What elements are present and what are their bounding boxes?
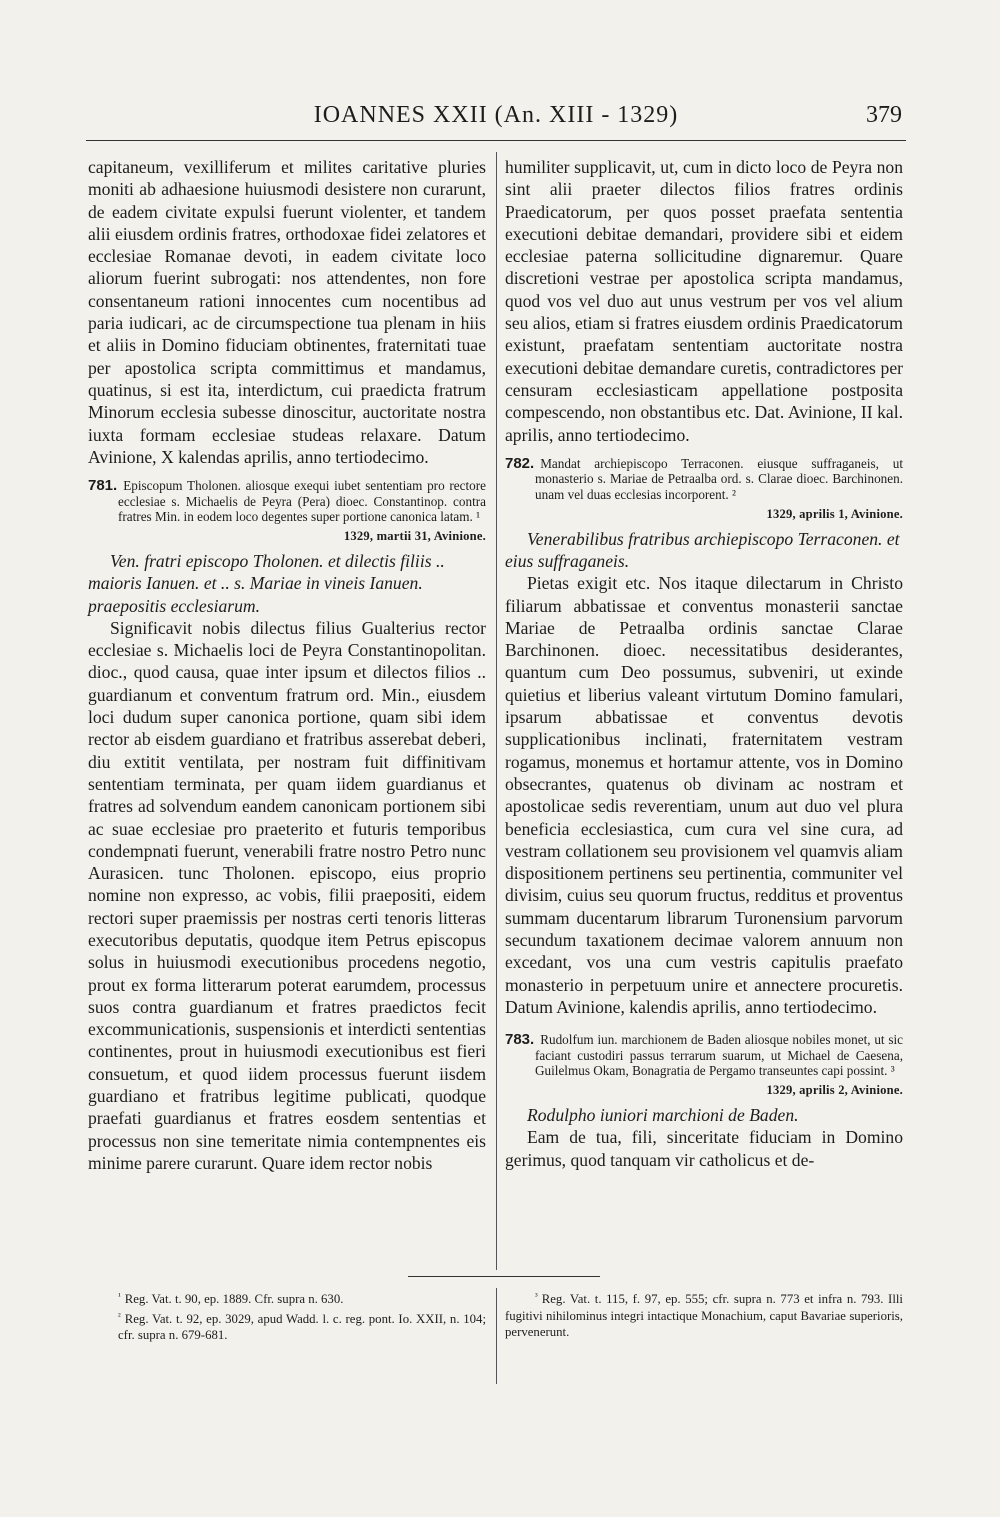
- regest-text: Mandat archiepiscopo Terraconen. eiusque suffraganeis, ut monasterio s. Mariae de Petraalba ord. s. Clarae dioec. Barchinonen. unam vel duas ecclesias incorporent. ²: [535, 455, 903, 503]
- running-header: [86, 98, 906, 138]
- running-title: IOANNES XXII (An. XIII - 1329): [313, 102, 679, 128]
- footnote-mark: ¹: [118, 1291, 121, 1301]
- footnote-divider: [496, 1288, 497, 1384]
- continued-text: humiliter supplicavit, ut, cum in dicto loco de Peyra non sint alii praeter dilectos filios fratres ordinis Praedicatorum, per quos posset praefata sententia executioni debitae demandari, providere sibi et eidem ecclesiae paterna sollicitudine dignaremur. Quare discretioni vestrae per apostolica scripta mandamus, quod vos vel duo aut unus vestrum per vos vel alium seu alios, etiam si fratres eiusdem ordinis Praedicatorum existunt, praefatam sententiam auctoritate nostra executioni debitae demandare curetis, contradictores per censuram ecclesiasticam appellatione postposita compescendo, non obstantibus etc. Dat. Avinione, II kal. aprilis, anno tertiodecimo.: [505, 157, 903, 445]
- entry-number: 782.: [505, 454, 535, 472]
- footnote-3: [505, 1288, 903, 1341]
- column-divider: [496, 152, 497, 1270]
- address-line: Ven. fratri episcopo Tholonen. et dilectis filiis .. maioris Ianuen. et .. s. Mariae in vineis Ianuen. praepositis ecclesiarum.: [88, 550, 445, 616]
- footnote-text: Reg. Vat. t. 115, f. 97, ep. 555; cfr. supra n. 773 et infra n. 793. Illi fugitivi nihilominus integri intactique Monachium, caput Bavariae superioris, pervenerunt.: [505, 1292, 903, 1340]
- letter-text: Eam de tua, fili, sinceritate fiduciam in Domino gerimus, quod tanquam vir catholicus et de-: [505, 1127, 903, 1170]
- entry-number: 783.: [505, 1031, 535, 1049]
- address-line: Venerabilibus fratribus archiepiscopo Terraconen. et eius suffraganeis.: [505, 528, 900, 571]
- regest-781: [88, 478, 486, 525]
- letter-text: Significavit nobis dilectus filius Gualterius rector ecclesiae s. Michaelis loci de Peyra Constantinopolitan. dioc., quod causa, quae inter ipsum et dilectos filios .. guardianum et conventum fratrum ord. Min., eiusdem loci dudum super canonica portione, quam sibi idem rector ab eisdem guardiano et fratribus asserebat deberi, diu extitit ventilata, per nostram fuit diffinitivam sententiam terminata, per quam iidem guardianus et fratres ad solvendum eandem canonicam portionem sibi ac suae ecclesiae pro praeterito et futuris temporibus condempnati fuerunt, venerabili fratre nostro Petro nunc Aurasicen. tunc Tholonen. episcopo, eius proprio nomine non expresso, ac vobis, filii praepositi, eidem rectori super praemissis per nostras certi tenoris litteras executoribus deputatis, quodque item Petrus episcopus solus in huiusmodi executionibus procedens negotio, prout ex forma litterarum poterat earumdem, processus suos contra guardianum et fratres praedictos fecit excommunicationis, suspensionis et interdicti sententias continentes, prout in huiusmodi executionibus est fieri consuetum, et quod iidem processus fuerunt iisdem guardiano et fratribus legitime publicati, quodque praefati guardianus et fratres eosdem sententias et processus non sine temeritate nimia contempnentes eis minime parere curarunt. Quare idem rector nobis: [88, 617, 486, 1173]
- regest-text: Episcopum Tholonen. aliosque exequi iubet sententiam pro rectore ecclesiae s. Michaelis de Peyra (Pera) dioec. Constantinop. contra fratres Min. in eodem loco degentes super portione canonica latam. ¹: [118, 478, 486, 525]
- letter-text: Pietas exigit etc. Nos itaque dilectarum in Christo filiarum abbatissae et conventus monasterii sanctae Mariae de Petraalba ordinis sanctae Clarae Barchinonen. dioec. necessitatibus desiderantes, quantum cum Deo possumus, subveniri, ut exinde quietius et liberius valeant virtutum Domino famulari, ipsarum abbatissae et conventus devotis supplicationibus inclinati, fraternitatem vestram rogamus, monemus et hortamur attente, vos in Domino obsecrantes, quatenus ob divinam ac nostram et apostolicae sedis reverentiam, unum aut duo vel plura beneficia ecclesiastica, cum cura vel sine cura, ad vestram collationem seu provisionem vel quamvis aliam dispositionem pertinens seu pertinentia, communiter vel divisim, cuius seu quorum fructus, redditus et proventus summam ducentarum librarum Turonensium parvorum secundum taxationem decimae valorem annuum non excedant, vos una cum vestris capitulis praefato monasterio in perpetuum unire et annectere procuretis. Datum Avinione, kalendis aprilis, anno tertiodecimo.: [505, 573, 903, 1017]
- entry-number: 781.: [88, 477, 118, 495]
- date-line: 1329, martii 31, Avinione.: [343, 528, 486, 543]
- footnote-mark: ²: [118, 1310, 121, 1321]
- footnotes-left: [88, 1288, 486, 1344]
- date-line: 1329, aprilis 2, Avinione.: [766, 1082, 903, 1097]
- page-number: 379: [866, 102, 902, 128]
- header-rule: [86, 140, 906, 141]
- left-column: [88, 156, 486, 1174]
- footnote-text: Reg. Vat. t. 90, ep. 1889. Cfr. supra n. 630.: [124, 1292, 344, 1306]
- regest-text: Rudolfum iun. marchionem de Baden aliosque nobiles monet, ut sic faciant custodiri passus terrarum suarum, ut Michael de Caesena, Guilelmus Okam, Bonagratia de Pergamo transeuntes capi possint. ³: [535, 1032, 903, 1079]
- footnote-text: Reg. Vat. t. 92, ep. 3029, apud Wadd. l. c. reg. pont. Io. XXII, n. 104; cfr. supra n. 679-681.: [118, 1311, 486, 1343]
- footnote-rule: [408, 1276, 600, 1277]
- right-column: [505, 156, 903, 1171]
- continued-text: capitaneum, vexilliferum et milites caritative pluries moniti ab adhaesione huiusmodi desistere non curarunt, de eadem civitate expulsi fuerunt violenter, et tandem alii eiusdem ordinis fratres, orthodoxae fidei zelatores et ecclesiae Romanae devoti, in eadem civitate loco aliorum fuerint subrogati: nos attendentes, non fore consentaneum rationi innocentes cum nocentibus ad paria iudicari, ac de circumspectione tua plenam in hiis et aliis in Domino fiduciam obtinentes, fraternitati tuae per apostolica scripta committimus et mandamus, quatinus, si est ita, interdictum, cui praedicta fratrum Minorum ecclesia subesse dinoscitur, auctoritate nostra iuxta formam ecclesiae studeas relaxare. Datum Avinione, X kalendas aprilis, anno tertiodecimo.: [88, 157, 486, 467]
- regest-783: [505, 1032, 903, 1079]
- footnotes-right: [505, 1288, 903, 1341]
- footnote-1: [88, 1288, 486, 1308]
- regest-782: [505, 456, 903, 503]
- footnote-mark: ³: [535, 1291, 538, 1301]
- date-line: 1329, aprilis 1, Avinione.: [766, 506, 903, 521]
- address-line: Rodulpho iuniori marchioni de Baden.: [527, 1104, 799, 1125]
- footnote-2: [88, 1308, 486, 1344]
